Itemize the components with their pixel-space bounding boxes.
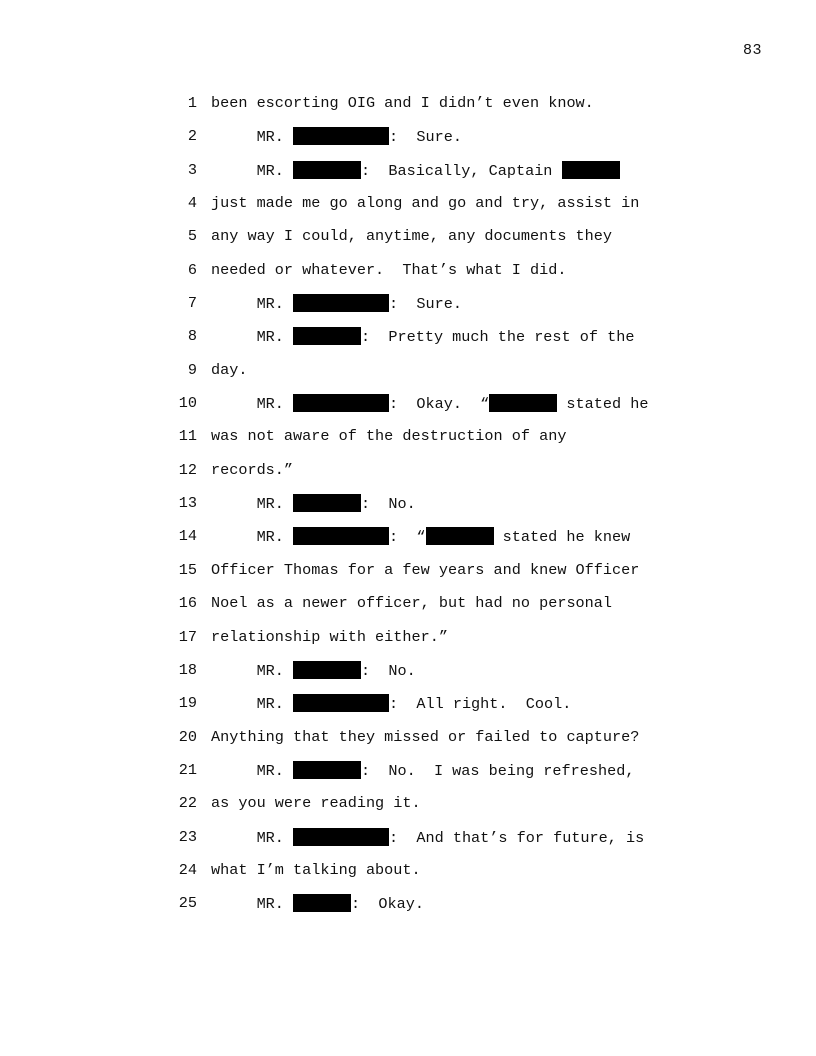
line-number: 21 (178, 760, 197, 779)
line-text: Anything that they missed or failed to capture? (211, 727, 640, 746)
line-text (211, 527, 630, 546)
line-text (211, 894, 424, 913)
speaker-prefix: MR. (211, 661, 294, 680)
line-text: Noel as a newer officer, but had no personal (211, 594, 613, 613)
transcript-line (0, 494, 816, 527)
line-number: 13 (178, 494, 197, 513)
redaction-box (293, 161, 361, 179)
redaction-box (293, 294, 389, 312)
line-text: was not aware of the destruction of any (211, 427, 567, 446)
line-text: records.” (211, 460, 294, 479)
line-number: 10 (178, 394, 197, 413)
speaker-prefix: MR. (211, 495, 294, 514)
speech-text: stated he knew (493, 528, 631, 547)
line-number: 25 (178, 894, 197, 913)
line-number: 12 (178, 460, 197, 479)
speech-text: stated he (557, 395, 649, 414)
speech-text: : Sure. (389, 295, 462, 314)
line-text (211, 294, 462, 313)
line-number: 20 (178, 727, 197, 746)
transcript-line (0, 361, 816, 394)
transcript-body (0, 94, 816, 928)
redaction-box (293, 327, 361, 345)
line-number: 11 (178, 427, 197, 446)
redaction-box (293, 761, 361, 779)
redaction-box (293, 494, 361, 512)
line-text: any way I could, anytime, any documents they (211, 227, 613, 246)
line-number: 19 (178, 694, 197, 713)
transcript-line (0, 161, 816, 194)
line-number: 9 (187, 360, 197, 379)
line-number: 1 (187, 94, 197, 112)
line-number: 18 (178, 660, 197, 679)
line-text (211, 494, 416, 513)
transcript-line (0, 427, 816, 460)
redaction-box (293, 527, 389, 545)
speaker-prefix: MR. (211, 295, 294, 314)
line-text: what I’m talking about. (211, 860, 421, 879)
line-number: 15 (178, 560, 197, 579)
transcript-line (0, 294, 816, 327)
transcript-line (0, 227, 816, 260)
transcript-line (0, 527, 816, 560)
line-number: 17 (178, 627, 197, 646)
line-text: relationship with either.” (211, 627, 448, 646)
speaker-prefix: MR. (211, 895, 294, 914)
transcript-line (0, 894, 816, 927)
redaction-box (426, 527, 494, 545)
speech-text: : Sure. (389, 128, 462, 147)
line-text: just made me go along and go and try, assist in (211, 194, 640, 213)
speaker-prefix: MR. (211, 828, 294, 847)
speech-text: : And that’s for future, is (389, 828, 645, 847)
redaction-box (293, 828, 389, 846)
page-number: 83 (742, 42, 762, 59)
line-number: 22 (178, 794, 197, 813)
line-number: 24 (178, 860, 197, 879)
line-text: day. (211, 360, 248, 379)
speaker-prefix: MR. (211, 528, 294, 547)
transcript-line (0, 127, 816, 160)
line-number: 7 (187, 294, 197, 313)
redaction-box (562, 161, 620, 179)
redaction-box (293, 394, 389, 412)
speaker-prefix: MR. (211, 761, 294, 780)
speech-text: : Basically, Captain (361, 161, 562, 180)
speech-text: : Pretty much the rest of the (361, 328, 635, 347)
line-text (211, 828, 644, 847)
transcript-line (0, 728, 816, 761)
transcript-line (0, 628, 816, 661)
transcript-line (0, 761, 816, 794)
speech-text: : Okay. “ (389, 395, 490, 414)
redaction-box (293, 661, 361, 679)
line-text (211, 394, 648, 413)
line-number: 4 (187, 194, 197, 213)
line-text: been escorting OIG and I didn’t even know. (211, 94, 594, 112)
transcript-line (0, 327, 816, 360)
transcript-line (0, 594, 816, 627)
speech-text: : No. (361, 661, 416, 680)
line-text (211, 161, 620, 180)
speech-text: : “ (389, 528, 426, 547)
speech-text: : No. (361, 495, 416, 514)
transcript-line (0, 861, 816, 894)
line-text: needed or whatever. That’s what I did. (211, 260, 567, 279)
line-number: 14 (178, 527, 197, 546)
line-text: Officer Thomas for a few years and knew Officer (211, 560, 640, 579)
transcript-line (0, 794, 816, 827)
redaction-box (293, 694, 389, 712)
line-number: 16 (178, 594, 197, 613)
line-number: 23 (178, 827, 197, 846)
transcript-line (0, 194, 816, 227)
speaker-prefix: MR. (211, 328, 294, 347)
speaker-prefix: MR. (211, 695, 294, 714)
speech-text: : Okay. (351, 895, 424, 914)
transcript-line (0, 94, 816, 127)
transcript-line (0, 661, 816, 694)
speech-text: : No. I was being refreshed, (361, 761, 635, 780)
redaction-box (293, 127, 389, 145)
transcript-line (0, 694, 816, 727)
line-text: as you were reading it. (211, 794, 421, 813)
transcript-line (0, 394, 816, 427)
redaction-box (293, 894, 351, 912)
transcript-line (0, 461, 816, 494)
line-number: 2 (187, 127, 197, 146)
line-number: 3 (187, 160, 197, 179)
line-number: 5 (187, 227, 197, 246)
line-text (211, 127, 462, 146)
line-number: 8 (187, 327, 197, 346)
line-text (211, 694, 571, 713)
redaction-box (489, 394, 557, 412)
line-text (211, 661, 416, 680)
line-text (211, 761, 634, 780)
speech-text: : All right. Cool. (389, 695, 572, 714)
transcript-line (0, 828, 816, 861)
transcript-line (0, 561, 816, 594)
speaker-prefix: MR. (211, 128, 294, 147)
speaker-prefix: MR. (211, 395, 294, 414)
transcript-line (0, 261, 816, 294)
speaker-prefix: MR. (211, 161, 294, 180)
line-text (211, 327, 634, 346)
line-number: 6 (187, 260, 197, 279)
